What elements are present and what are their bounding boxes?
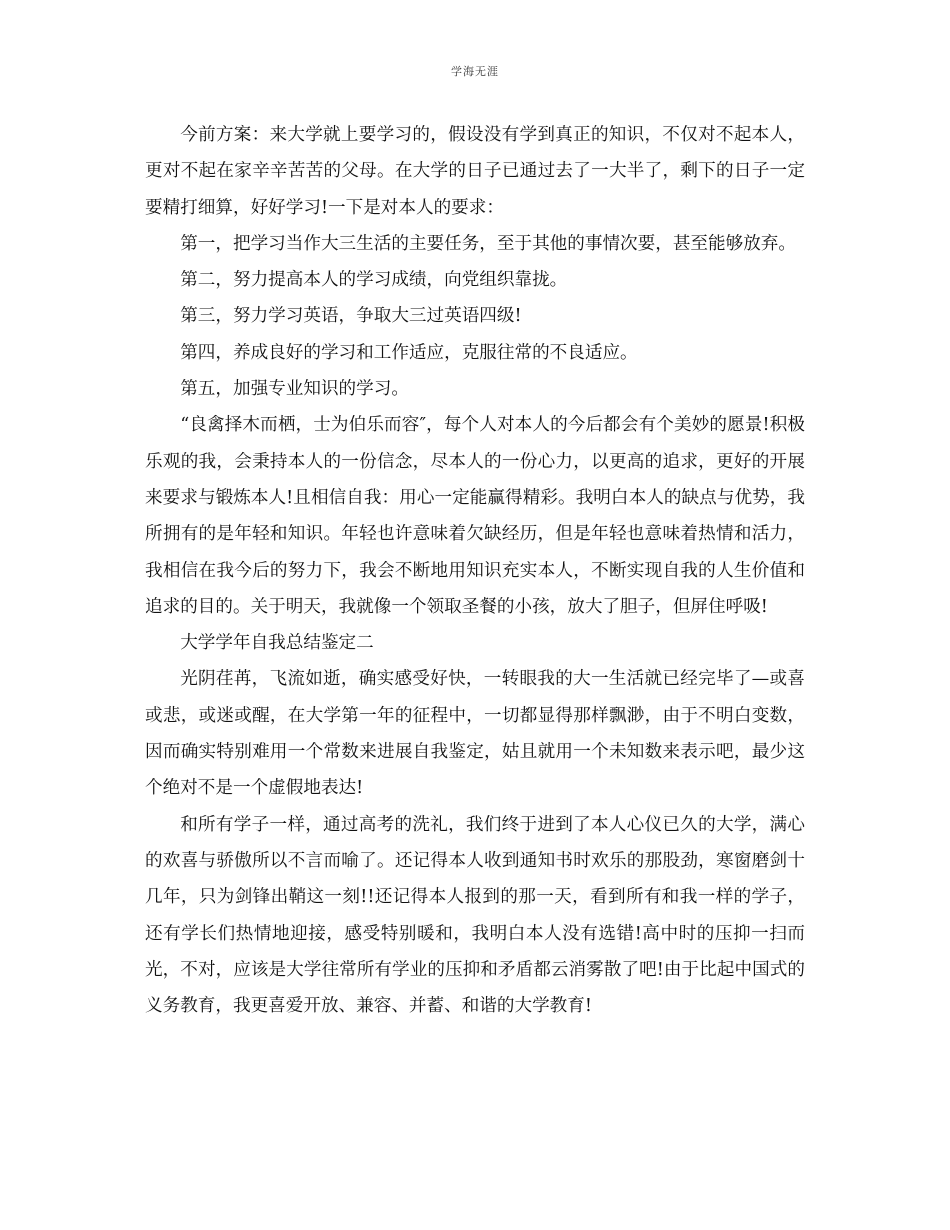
page-header: 学海无涯 bbox=[451, 65, 499, 78]
paragraph-university-entry: 和所有学子一样，通过高考的洗礼，我们终于进到了本人心仪已久的大学，满心的欢喜与骄傲所以不言而喻了。还记得本人收到通知书时欢乐的那股劲，寒窗磨剑十几年，只为剑锋出鞘这一刻!!还记得本人报到的那一天，看到所有和我一样的学子，还有学长们热情地迎接，感受特别暖和，我明白本人没有选错!高中时的压抑一扫而光，不对，应该是大学往常所有学业的压抑和矛盾都云消雾散了吧!由于比起中国式的义务教育，我更喜爱开放、兼容、并蓄、和谐的大学教育! bbox=[145, 814, 805, 1017]
section-title: 大学学年自我总结鉴定二 bbox=[180, 633, 374, 654]
paragraph-first-year: 光阴荏苒，飞流如逝，确实感受好快，一转眼我的大一生活就已经完毕了—或喜或悲，或迷或醒，在大学第一年的征程中，一切都显得那样飘渺，由于不明白变数，因而确实特别难用一个常数来进展自我鉴定，姑且就用一个未知数来表示吧，最少这个绝对不是一个虚假地表达! bbox=[145, 669, 805, 799]
paragraph-vision: “良禽择木而栖，士为伯乐而容″，每个人对本人的今后都会有个美妙的愿景!积极乐观的我，会秉持本人的一份信念，尽本人的一份心力，以更高的追求，更好的开展来要求与锻炼本人!且相信自我：用心一定能赢得精彩。我明白本人的缺点与优势，我所拥有的是年轻和知识。年轻也许意味着欠缺经历，但是年轻也意味着热情和活力，我相信在我今后的努力下，我会不断地用知识充实本人，不断实现自我的人生价值和追求的目的。关于明天，我就像一个领取圣餐的小孩，放大了胆子，但屏住呼吸! bbox=[145, 415, 805, 617]
document-body bbox=[145, 117, 805, 1024]
paragraph-goal-1: 第一，把学习当作大三生活的主要任务，至于其他的事情次要，甚至能够放弃。 bbox=[180, 233, 796, 254]
paragraph-goal-2: 第二，努力提高本人的学习成绩，向党组织靠拢。 bbox=[180, 270, 568, 291]
paragraph-goal-4: 第四，养成良好的学习和工作适应，克服往常的不良适应。 bbox=[180, 342, 638, 363]
paragraph-plan-intro: 今前方案：来大学就上要学习的，假设没有学到真正的知识，不仅对不起本人，更对不起在家辛辛苦苦的父母。在大学的日子已通过去了一大半了，剩下的日子一定要精打细算，好好学习!一下是对本人的要求： bbox=[145, 125, 805, 218]
paragraph-goal-5: 第五，加强专业知识的学习。 bbox=[180, 379, 409, 400]
paragraph-goal-3: 第三，努力学习英语，争取大三过英语四级! bbox=[180, 306, 522, 327]
